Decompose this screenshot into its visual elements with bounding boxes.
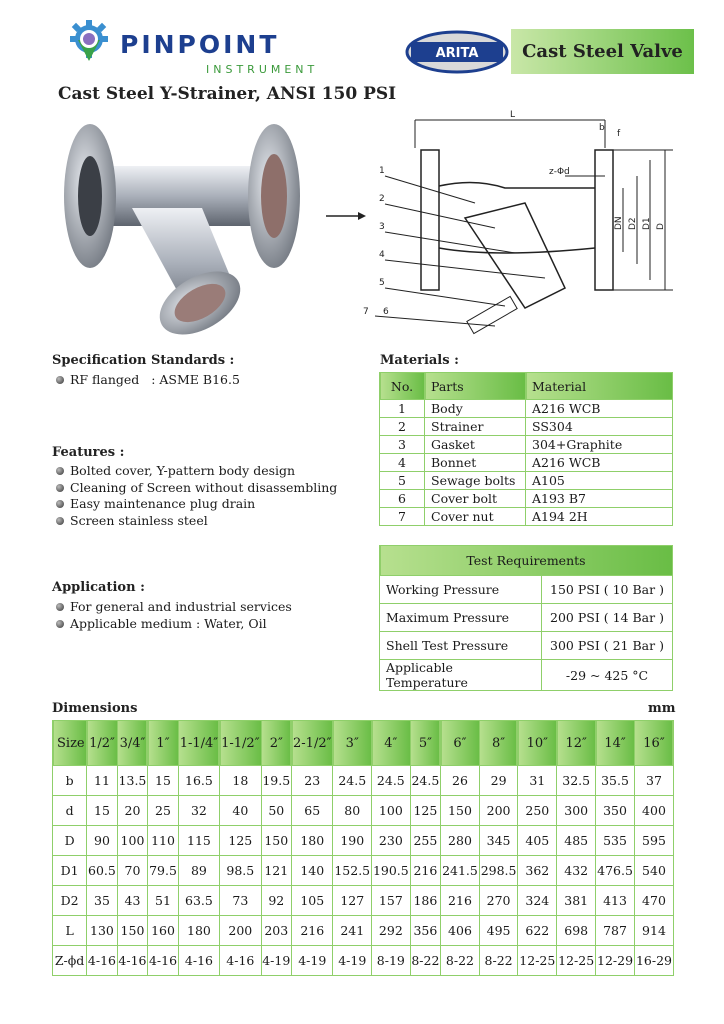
dim-label-f: f	[617, 129, 621, 139]
table-row	[380, 660, 673, 691]
table-cell: Body	[425, 400, 526, 418]
table-cell: 622	[518, 916, 557, 946]
table-cell: 250	[518, 796, 557, 826]
table-cell: 400	[634, 796, 673, 826]
table-cell: 8-22	[410, 946, 441, 976]
test-value: 300 PSI ( 21 Bar )	[542, 632, 673, 660]
table-cell: 160	[148, 916, 179, 946]
table-cell: 2	[380, 418, 425, 436]
brand-subtitle: INSTRUMENT	[206, 63, 319, 76]
callout-3: 3	[379, 222, 385, 232]
table-cell: A105	[526, 472, 673, 490]
pinpoint-gear-logo-icon	[68, 20, 110, 62]
table-cell: 8-22	[441, 946, 480, 976]
table-cell: 100	[117, 826, 148, 856]
materials-heading: Materials :	[380, 353, 459, 368]
table-row	[380, 472, 673, 490]
table-row	[380, 632, 673, 660]
table-cell: 80	[333, 796, 372, 826]
table-row	[53, 886, 674, 916]
list-item: Applicable medium : Water, Oil	[54, 616, 292, 633]
table-cell: A216 WCB	[526, 400, 673, 418]
table-cell: 230	[372, 826, 411, 856]
table-cell: 32.5	[557, 766, 596, 796]
table-cell: Cover nut	[425, 508, 526, 526]
table-cell: 3	[380, 436, 425, 454]
table-cell: Sewage bolts	[425, 472, 526, 490]
test-value: 150 PSI ( 10 Bar )	[542, 576, 673, 604]
y-strainer-photo	[52, 118, 302, 350]
table-cell: 432	[557, 856, 596, 886]
col-header: 10″	[518, 721, 557, 766]
table-cell: 495	[479, 916, 518, 946]
table-cell: 50	[261, 796, 292, 826]
col-header: 5″	[410, 721, 441, 766]
table-row	[380, 490, 673, 508]
page-title: Cast Steel Y-Strainer, ANSI 150 PSI	[58, 84, 397, 104]
table-cell: 914	[634, 916, 673, 946]
dimensions-unit: mm	[648, 701, 676, 716]
table-cell: 350	[596, 796, 635, 826]
table-cell: 12-29	[596, 946, 635, 976]
test-label: Shell Test Pressure	[380, 632, 542, 660]
table-cell: 25	[148, 796, 179, 826]
table-cell: 1	[380, 400, 425, 418]
table-cell: 190	[333, 826, 372, 856]
table-cell: 24.5	[410, 766, 441, 796]
table-cell: 127	[333, 886, 372, 916]
table-cell: 63.5	[178, 886, 219, 916]
arita-logo-icon	[405, 30, 509, 74]
list-item: Screen stainless steel	[54, 513, 337, 530]
list-item: For general and industrial services	[54, 599, 292, 616]
table-cell: 43	[117, 886, 148, 916]
spec-heading: Specification Standards :	[52, 353, 235, 368]
table-cell: 381	[557, 886, 596, 916]
table-cell: 216	[410, 856, 441, 886]
table-cell: 190.5	[372, 856, 411, 886]
table-cell: 4-19	[333, 946, 372, 976]
features-list	[54, 463, 337, 529]
test-value: -29 ~ 425 °C	[542, 660, 673, 691]
test-requirements-table	[379, 545, 673, 691]
table-cell: 698	[557, 916, 596, 946]
table-cell: 787	[596, 916, 635, 946]
table-cell: 157	[372, 886, 411, 916]
table-cell: 413	[596, 886, 635, 916]
table-cell: 40	[220, 796, 261, 826]
col-header: 1-1/2″	[220, 721, 261, 766]
table-cell: 362	[518, 856, 557, 886]
table-cell: 15	[148, 766, 179, 796]
application-heading: Application :	[52, 580, 145, 595]
callout-6: 6	[383, 307, 389, 317]
table-cell: 292	[372, 916, 411, 946]
col-header: Material	[526, 373, 673, 400]
table-row	[380, 436, 673, 454]
table-row	[53, 826, 674, 856]
dim-label-D: D	[656, 223, 666, 230]
table-cell: A194 2H	[526, 508, 673, 526]
table-cell: 89	[178, 856, 219, 886]
col-header: 3/4″	[117, 721, 148, 766]
table-cell: 4-16	[220, 946, 261, 976]
table-row	[380, 418, 673, 436]
dimensions-table	[52, 720, 674, 976]
list-item: Bolted cover, Y-pattern body design	[54, 463, 337, 480]
product-banner: Cast Steel Valve	[511, 29, 694, 74]
table-cell: 241	[333, 916, 372, 946]
table-cell: 60.5	[87, 856, 118, 886]
col-header: 2″	[261, 721, 292, 766]
sectional-drawing	[355, 108, 685, 348]
table-cell: 150	[441, 796, 480, 826]
col-header: 1″	[148, 721, 179, 766]
table-cell: 298.5	[479, 856, 518, 886]
table-cell: 79.5	[148, 856, 179, 886]
col-header: 16″	[634, 721, 673, 766]
col-header: 1/2″	[87, 721, 118, 766]
table-cell: 5	[380, 472, 425, 490]
table-cell: 115	[178, 826, 219, 856]
test-heading: Test Requirements	[380, 546, 673, 576]
table-cell: 35	[87, 886, 118, 916]
table-cell: 121	[261, 856, 292, 886]
table-cell: 186	[410, 886, 441, 916]
table-cell: 140	[292, 856, 333, 886]
table-cell: 18	[220, 766, 261, 796]
col-header: Size	[53, 721, 87, 766]
table-cell: 4-19	[292, 946, 333, 976]
table-cell: 90	[87, 826, 118, 856]
table-row	[53, 916, 674, 946]
table-cell: D2	[53, 886, 87, 916]
callout-5: 5	[379, 278, 385, 288]
table-cell: 216	[441, 886, 480, 916]
table-cell: 29	[479, 766, 518, 796]
table-cell: 345	[479, 826, 518, 856]
table-cell: Z-ϕd	[53, 946, 87, 976]
table-cell: 356	[410, 916, 441, 946]
table-cell: 16.5	[178, 766, 219, 796]
table-row	[380, 576, 673, 604]
table-row	[380, 508, 673, 526]
table-row	[380, 400, 673, 418]
col-header: 4″	[372, 721, 411, 766]
test-label: Applicable Temperature	[380, 660, 542, 691]
table-cell: 535	[596, 826, 635, 856]
table-cell: A193 B7	[526, 490, 673, 508]
table-row	[53, 796, 674, 826]
table-cell: 4-16	[178, 946, 219, 976]
table-header-row	[53, 721, 674, 766]
table-cell: A216 WCB	[526, 454, 673, 472]
col-header: 2-1/2″	[292, 721, 333, 766]
table-cell: 19.5	[261, 766, 292, 796]
table-cell: 13.5	[117, 766, 148, 796]
table-cell: 216	[292, 916, 333, 946]
dim-label-D2: D2	[628, 217, 638, 230]
table-cell: Bonnet	[425, 454, 526, 472]
table-cell: 200	[220, 916, 261, 946]
table-cell: 12-25	[518, 946, 557, 976]
table-cell: 470	[634, 886, 673, 916]
table-cell: 4	[380, 454, 425, 472]
table-cell: b	[53, 766, 87, 796]
table-cell: 11	[87, 766, 118, 796]
table-cell: 304+Graphite	[526, 436, 673, 454]
table-cell: 35.5	[596, 766, 635, 796]
table-cell: 180	[292, 826, 333, 856]
col-header: No.	[380, 373, 425, 400]
table-cell: Cover bolt	[425, 490, 526, 508]
dim-label-DN: DN	[614, 216, 624, 230]
table-cell: 110	[148, 826, 179, 856]
table-cell: 4-19	[261, 946, 292, 976]
callout-4: 4	[379, 250, 385, 260]
table-row	[380, 604, 673, 632]
list-item: Cleaning of Screen without disassembling	[54, 480, 337, 497]
table-cell: 73	[220, 886, 261, 916]
table-cell: 485	[557, 826, 596, 856]
table-cell: 200	[479, 796, 518, 826]
table-cell: 98.5	[220, 856, 261, 886]
callout-7: 7	[363, 307, 369, 317]
table-cell: D1	[53, 856, 87, 886]
table-cell: 20	[117, 796, 148, 826]
table-cell: 70	[117, 856, 148, 886]
table-cell: 51	[148, 886, 179, 916]
table-cell: 8-22	[479, 946, 518, 976]
table-cell: 270	[479, 886, 518, 916]
table-cell: 241.5	[441, 856, 480, 886]
table-cell: 16-29	[634, 946, 673, 976]
table-cell: 105	[292, 886, 333, 916]
table-cell: 595	[634, 826, 673, 856]
application-list	[54, 599, 292, 632]
callout-1: 1	[379, 166, 385, 176]
test-label: Maximum Pressure	[380, 604, 542, 632]
test-label: Working Pressure	[380, 576, 542, 604]
table-cell: 300	[557, 796, 596, 826]
col-header: 8″	[479, 721, 518, 766]
col-header: 6″	[441, 721, 480, 766]
table-cell: 150	[117, 916, 148, 946]
table-cell: 150	[261, 826, 292, 856]
table-cell: 255	[410, 826, 441, 856]
table-cell: Gasket	[425, 436, 526, 454]
table-cell: 4-16	[87, 946, 118, 976]
dimensions-heading: Dimensions	[52, 701, 138, 716]
list-item: Easy maintenance plug drain	[54, 496, 337, 513]
test-value: 200 PSI ( 14 Bar )	[542, 604, 673, 632]
arita-logo-text: ARITA	[435, 46, 479, 61]
table-cell: 4-16	[148, 946, 179, 976]
list-item: RF flanged : ASME B16.5	[54, 372, 240, 389]
table-cell: 15	[87, 796, 118, 826]
table-cell: 37	[634, 766, 673, 796]
dim-label-z-phi-d: z-Φd	[549, 167, 570, 177]
table-cell: 23	[292, 766, 333, 796]
col-header: 14″	[596, 721, 635, 766]
table-cell: 180	[178, 916, 219, 946]
table-cell: 280	[441, 826, 480, 856]
table-cell: 152.5	[333, 856, 372, 886]
table-cell: 406	[441, 916, 480, 946]
spec-list	[54, 372, 240, 389]
table-cell: 92	[261, 886, 292, 916]
table-cell: 12-25	[557, 946, 596, 976]
table-cell: 6	[380, 490, 425, 508]
table-cell: 405	[518, 826, 557, 856]
table-cell: 8-19	[372, 946, 411, 976]
table-cell: 540	[634, 856, 673, 886]
table-cell: 100	[372, 796, 411, 826]
dim-label-b: b	[599, 123, 605, 133]
table-cell: 32	[178, 796, 219, 826]
callout-2: 2	[379, 194, 385, 204]
col-header: Parts	[425, 373, 526, 400]
table-cell: Strainer	[425, 418, 526, 436]
table-cell: d	[53, 796, 87, 826]
table-row	[380, 454, 673, 472]
col-header: 1-1/4″	[178, 721, 219, 766]
table-row	[53, 946, 674, 976]
table-cell: 324	[518, 886, 557, 916]
table-cell: 130	[87, 916, 118, 946]
table-cell: 65	[292, 796, 333, 826]
table-cell: 24.5	[333, 766, 372, 796]
table-cell: 125	[410, 796, 441, 826]
col-header: 3″	[333, 721, 372, 766]
dim-label-D1: D1	[642, 217, 652, 230]
table-cell: L	[53, 916, 87, 946]
table-cell: 7	[380, 508, 425, 526]
table-cell: SS304	[526, 418, 673, 436]
table-row	[53, 856, 674, 886]
col-header: 12″	[557, 721, 596, 766]
materials-table	[379, 372, 673, 526]
table-cell: 125	[220, 826, 261, 856]
table-cell: 31	[518, 766, 557, 796]
table-cell: 203	[261, 916, 292, 946]
table-cell: 26	[441, 766, 480, 796]
dim-label-L: L	[510, 110, 516, 120]
table-cell: D	[53, 826, 87, 856]
table-row	[53, 766, 674, 796]
table-cell: 4-16	[117, 946, 148, 976]
features-heading: Features :	[52, 445, 125, 460]
table-cell: 476.5	[596, 856, 635, 886]
brand-name: PINPOINT	[120, 30, 280, 59]
table-cell: 24.5	[372, 766, 411, 796]
